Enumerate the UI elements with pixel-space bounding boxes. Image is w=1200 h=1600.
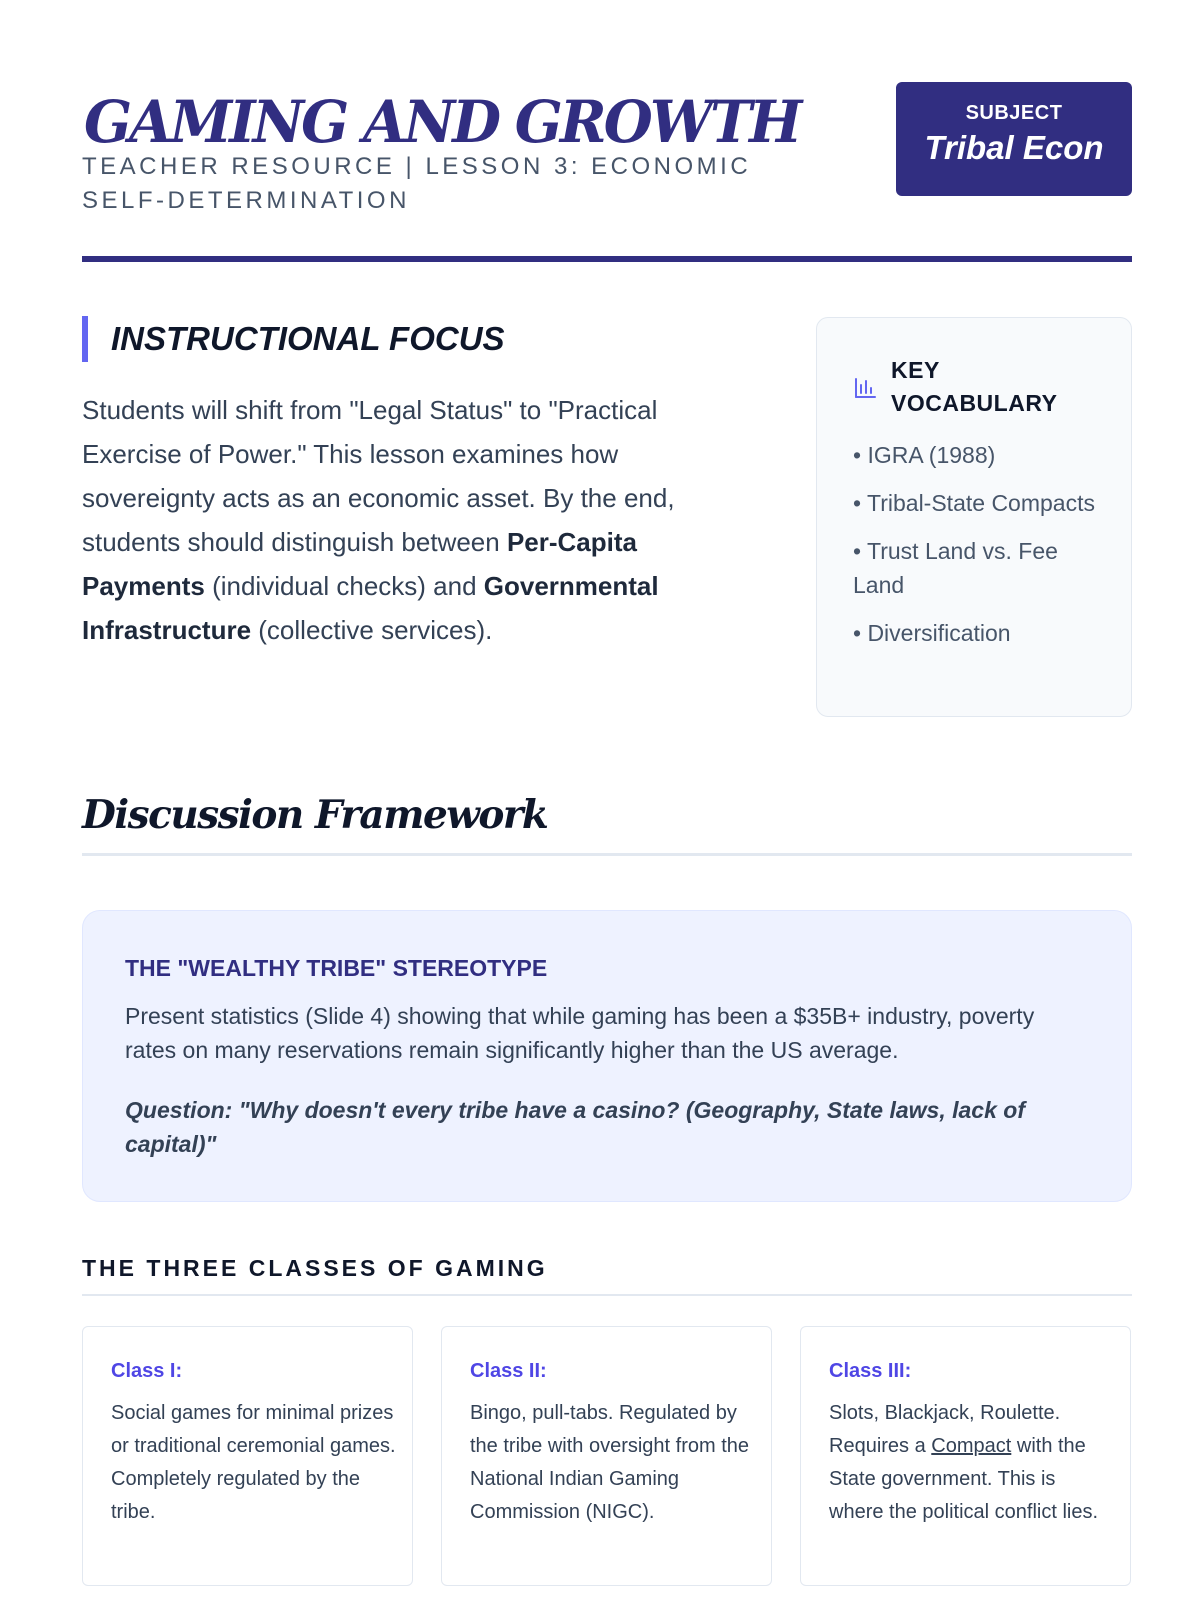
focus-text-2: (individual checks) and [204, 571, 484, 601]
focus-text-3: (collective services). [251, 615, 493, 645]
focus-accent-bar [82, 316, 88, 362]
class-card-1 [82, 1326, 413, 1586]
class-name: Class III: [829, 1360, 912, 1382]
compact-term: Compact [931, 1435, 1012, 1457]
focus-term-per-capita: Per-Capita Payments [82, 527, 637, 601]
class-desc-before: Slots, Blackjack, Roulette. Requires a [829, 1402, 1061, 1457]
class-description [829, 1397, 1114, 1529]
stereotype-callout [82, 910, 1132, 1202]
vocabulary-item: • Trust Land vs. Fee Land [853, 538, 1058, 598]
page-subtitle: TEACHER RESOURCE | LESSON 3: ECONOMIC SELF-DETERMINATION [82, 153, 752, 214]
focus-heading: INSTRUCTIONAL FOCUS [111, 320, 505, 357]
page-header [82, 86, 1132, 262]
class-description: Social games for minimal prizes or traditional ceremonial games. Completely regulated by the tribe. [111, 1402, 396, 1523]
callout-body: Present statistics (Slide 4) showing that while gaming has been a $35B+ industry, poverty rates on many reservations remain significantly higher than the US average. [125, 1003, 1035, 1063]
classes-heading: THE THREE CLASSES OF GAMING [82, 1252, 1132, 1296]
page-title: GAMING AND GROWTH [84, 88, 800, 156]
class-card-2 [441, 1326, 772, 1586]
discussion-heading: Discussion Framework [82, 786, 1132, 856]
subject-value: Tribal Econ [924, 129, 1104, 166]
subject-label: SUBJECT [965, 102, 1063, 124]
lesson-page [82, 0, 1132, 1600]
vocabulary-list [853, 438, 1113, 664]
focus-term-infrastructure: Governmental Infrastructure [82, 571, 659, 645]
vocabulary-item: • Diversification [853, 620, 1011, 646]
focus-text-1: Students will shift from "Legal Status" to "Practical Exercise of Power." This lesson examines how sovereignty acts as an economic asset. By the end, students should distinguish between [82, 395, 675, 557]
vocabulary-item: • Tribal-State Compacts [853, 490, 1095, 516]
vocabulary-item: • IGRA (1988) [853, 442, 996, 468]
bar-chart-icon [853, 376, 877, 400]
class-name: Class I: [111, 1360, 183, 1382]
vocabulary-heading: KEY VOCABULARY [891, 357, 1058, 416]
callout-heading: THE "WEALTHY TRIBE" STEREOTYPE [125, 955, 548, 981]
class-description: Bingo, pull-tabs. Regulated by the tribe with oversight from the National Indian Gaming Commission (NIGC). [470, 1402, 750, 1523]
class-card-3 [800, 1326, 1131, 1586]
subject-badge [896, 82, 1132, 196]
class-name: Class II: [470, 1360, 547, 1382]
key-vocabulary-card [816, 317, 1132, 717]
callout-question: Question: "Why doesn't every tribe have a casino? (Geography, State laws, lack of capital)" [125, 1097, 1025, 1157]
focus-paragraph [82, 388, 742, 652]
class-desc-after: with the State government. This is where the political conflict lies. [829, 1435, 1099, 1523]
